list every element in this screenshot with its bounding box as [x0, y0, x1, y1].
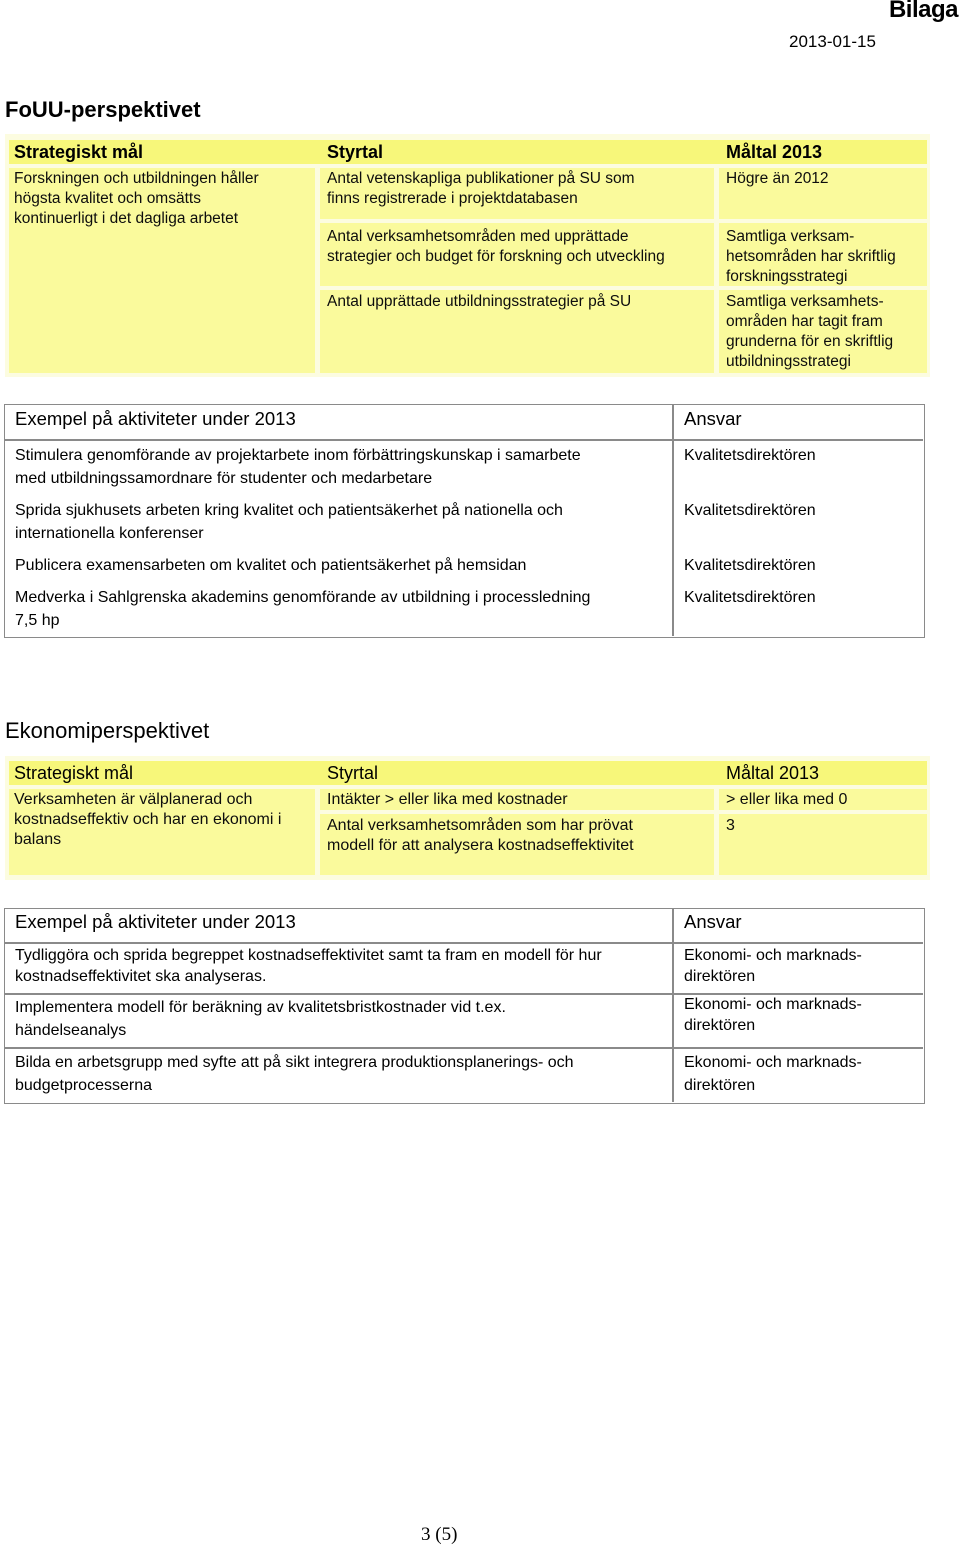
goal-text-line: kontinuerligt i det dagliga arbetet: [14, 210, 239, 227]
activity-owner: Ekonomi- och marknads-: [684, 996, 862, 1013]
activity-text-line: Stimulera genomförande av projektarbete inom förbättringskunskap i samarbete: [15, 447, 581, 464]
metric-text-line: Antal verksamhetsområden som har prövat: [327, 817, 633, 834]
target-text-line: områden har tagit fram: [726, 313, 883, 330]
header-strategic-goal: Strategiskt mål: [14, 763, 134, 783]
activity-text-line: Sprida sjukhusets arbeten kring kvalitet och patientsäkerhet på nationella och: [15, 502, 563, 519]
header-activity: Exempel på aktiviteter under 2013: [15, 408, 296, 429]
header-owner: Ansvar: [684, 911, 742, 932]
header-divider: [5, 439, 923, 441]
metric-text-line: Antal vetenskapliga publikationer på SU som: [327, 170, 635, 187]
section-title-fouu: FoUU-perspektivet: [5, 97, 201, 122]
target-cell: [719, 814, 927, 875]
document-label: Bilaga: [888, 0, 958, 23]
activity-text-line: med utbildningssamordnare för studenter och medarbetare: [15, 470, 433, 487]
fouu-goal-table: [5, 134, 930, 377]
metric-text-line: finns registrerade i projektdatabasen: [327, 190, 578, 207]
metric-text-line: Antal upprättade utbildningsstrategier på SU: [327, 293, 632, 310]
activity-text-line: budgetprocesserna: [15, 1077, 152, 1094]
header-target: Måltal 2013: [726, 763, 820, 783]
activity-text-line: internationella konferenser: [15, 525, 204, 542]
target-text-line: Högre än 2012: [726, 170, 829, 187]
row-divider: [5, 1047, 923, 1049]
activity-owner: direktören: [684, 1077, 756, 1094]
activity-owner: Ekonomi- och marknads-: [684, 1054, 862, 1071]
target-text-line: grunderna för en skriftlig: [726, 333, 894, 350]
activity-owner: Kvalitetsdirektören: [684, 502, 816, 519]
header-activity: Exempel på aktiviteter under 2013: [15, 911, 296, 932]
activity-text-line: Bilda en arbetsgrupp med syfte att på sikt integrera produktionsplanerings- och: [15, 1054, 574, 1071]
activity-text-line: Tydliggöra och sprida begreppet kostnadseffektivitet samt ta fram en modell för hur: [15, 947, 602, 964]
target-text-line: Samtliga verksamhets-: [726, 293, 884, 310]
goal-text-line: Forskningen och utbildningen håller: [14, 170, 259, 187]
ekonomi-goal-table: [5, 756, 930, 880]
column-divider: [672, 909, 674, 1102]
target-text-line: hetsområden har skriftlig: [726, 248, 896, 265]
activity-text-line: Medverka i Sahlgrenska akademins genomförande av utbildning i processledning: [15, 589, 591, 606]
target-text-line: > eller lika med 0: [726, 791, 848, 808]
activity-text-line: Publicera examensarbeten om kvalitet och patientsäkerhet på hemsidan: [15, 557, 527, 574]
header-metric: Styrtal: [327, 763, 379, 783]
target-text-line: 3: [726, 817, 735, 834]
header-metric: Styrtal: [327, 142, 384, 162]
target-text-line: forskningsstrategi: [726, 268, 848, 285]
goal-text-line: kostnadseffektiv och har en ekonomi i: [14, 811, 282, 828]
metric-text-line: Antal verksamhetsområden med upprättade: [327, 228, 629, 245]
goal-text-line: Verksamheten är välplanerad och: [14, 791, 253, 808]
ekonomi-activities-table: [4, 908, 925, 1104]
activity-text-line: 7,5 hp: [15, 612, 60, 629]
activity-text-line: händelseanalys: [15, 1022, 127, 1039]
activity-text-line: Implementera modell för beräkning av kvalitetsbristkostnader vid t.ex.: [15, 999, 506, 1016]
document-date: 2013-01-15: [789, 32, 876, 51]
activity-text-line: kostnadseffektivitet ska analyseras.: [15, 968, 267, 985]
metric-text-line: modell för att analysera kostnadseffektivitet: [327, 837, 634, 854]
goal-text-line: balans: [14, 831, 62, 848]
header-target: Måltal 2013: [726, 142, 823, 162]
section-title-ekonomi: Ekonomiperspektivet: [5, 718, 210, 743]
goal-text-line: högsta kvalitet och omsätts: [14, 190, 201, 207]
activity-owner: direktören: [684, 968, 756, 985]
target-text-line: Samtliga verksam-: [726, 228, 855, 245]
activity-owner: Kvalitetsdirektören: [684, 447, 816, 464]
header-strategic-goal: Strategiskt mål: [14, 142, 144, 162]
activity-owner: Kvalitetsdirektören: [684, 557, 816, 574]
activity-owner: Kvalitetsdirektören: [684, 589, 816, 606]
header-owner: Ansvar: [684, 408, 742, 429]
fouu-activities-table: [4, 404, 925, 638]
target-text-line: utbildningsstrategi: [726, 353, 851, 370]
metric-text-line: Intäkter > eller lika med kostnader: [327, 791, 568, 808]
activity-owner: Ekonomi- och marknads-: [684, 947, 862, 964]
activity-owner: direktören: [684, 1017, 756, 1034]
metric-text-line: strategier och budget för forskning och utveckling: [327, 248, 665, 265]
page-number: 3 (5): [421, 1524, 458, 1545]
